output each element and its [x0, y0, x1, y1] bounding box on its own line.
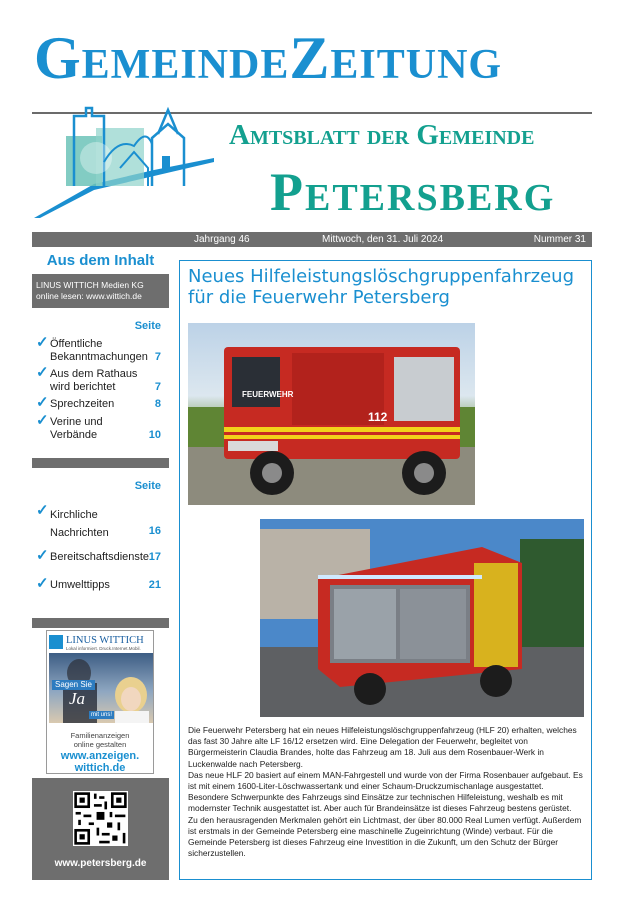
toc-item[interactable]	[36, 412, 165, 444]
article-headline	[188, 266, 584, 308]
town-name: Petersberg	[270, 162, 556, 222]
toc-item-page: 10	[148, 429, 161, 441]
check-icon: ✓	[36, 502, 49, 519]
ad-sagen-sie: Sagen Sie	[52, 680, 95, 690]
ad-logo	[49, 634, 153, 652]
toc-item[interactable]	[36, 575, 165, 593]
page-column-label: Seite	[134, 320, 161, 332]
check-icon: ✓	[36, 394, 49, 411]
check-icon: ✓	[36, 412, 49, 429]
section-divider	[32, 618, 169, 628]
ad-text-line2: online gestalten	[73, 740, 127, 749]
toc-item-page: 16	[148, 525, 161, 537]
truck-number: 112	[368, 410, 388, 424]
toc-title: Aus dem Inhalt	[46, 252, 155, 269]
toc-item-page: 17	[148, 551, 161, 563]
issue-date: Mittwoch, den 31. Juli 2024	[322, 234, 444, 245]
qr-code-icon[interactable]	[73, 791, 128, 846]
masthead-title: GemeindeZeitung	[34, 25, 503, 91]
website-link[interactable]: www.petersberg.de	[54, 858, 147, 869]
article-body	[188, 725, 586, 859]
headline-line1: Neues Hilfeleistungslöschgruppenfahrzeug	[188, 266, 574, 287]
toc-item-label: Umwelttipps	[50, 579, 110, 591]
section-divider	[32, 458, 169, 468]
publisher-box	[32, 274, 169, 308]
lead-article	[179, 260, 592, 880]
check-icon: ✓	[36, 364, 49, 381]
fire-truck-icon	[188, 323, 475, 505]
toc-item-page: 8	[154, 398, 161, 410]
ad-mit-uns: mit uns!	[91, 712, 113, 718]
article-paragraph: Die Feuerwehr Petersberg hat ein neues Hilfeleistungslöschgruppenfahrzeug (HLF 20) erhalten, welches das fast 30 Jahre alte LF 16/12 ersetzen wird. Eine Delegation der Feuerwehr, begleitet von Bürgermeisterin Claudia Brandes, holte das Fahrzeug am 18. Juli aus dem Rosenbauer-Werk in Luckenwalde nach Petersberg.	[188, 725, 577, 769]
toc-item-label: Öffentliche Bekanntmachungen	[50, 338, 148, 363]
toc-item[interactable]	[36, 334, 165, 366]
toc-item-label: Verine und Verbände	[50, 416, 103, 441]
toc-item-label: Bereitschaftsdienste	[50, 551, 150, 563]
masthead-subtitle: Amtsblatt der Gemeinde	[229, 119, 535, 151]
ad-tagline: Lokal informiert. Druck.Internet.Mobil.	[66, 646, 141, 651]
truck-label: FEUERWEHR	[242, 390, 294, 399]
ad-text-line1: Familienanzeigen	[70, 731, 130, 740]
website-block	[32, 778, 169, 880]
ad-url-line1[interactable]: www.anzeigen.	[60, 750, 140, 762]
ad-url-line2[interactable]: wittich.de	[74, 762, 126, 774]
toc-item[interactable]	[36, 502, 165, 542]
issue-number: Nummer 31	[533, 234, 586, 245]
publisher-name: LINUS WITTICH Medien KG	[36, 280, 144, 290]
ad-brand: LINUS WITTICH	[66, 635, 144, 646]
toc-item[interactable]	[36, 394, 165, 412]
check-icon: ✓	[36, 575, 49, 592]
ad-photo	[49, 653, 153, 723]
publisher-online: online lesen: www.wittich.de	[36, 291, 142, 301]
toc-item[interactable]	[36, 364, 165, 396]
fire-truck-photo-front	[188, 323, 475, 505]
fire-truck-equipment-icon	[260, 519, 584, 717]
toc-item-page: 21	[148, 579, 161, 591]
check-icon: ✓	[36, 547, 49, 564]
headline-line2: für die Feuerwehr Petersberg	[188, 287, 450, 308]
fire-truck-photo-rear	[260, 519, 584, 717]
volume-label: Jahrgang 46	[194, 234, 250, 245]
toc-item-page: 7	[154, 381, 161, 393]
page-column-label: Seite	[134, 480, 161, 492]
toc-item-label: Kirchliche Nachrichten	[50, 509, 109, 539]
check-icon: ✓	[36, 334, 49, 351]
article-paragraph: Das neue HLF 20 basiert auf einem MAN-Fahrgestell und wurde von der Firma Rosenbauer aufgebaut. Es ist mit einem 1600-Liter-Löschwassertank und einer Schaum-Druckzumischanlage ausgestattet. Besondere Schwerpunkte des Fahrzeugs sind Einsätze zur technischen Hilfeleistung, weshalb es mit modernster Technik ausgestattet ist. Aber auch für Brandeinsätze ist dieses Fahrzeug bestens gerüstet.	[188, 769, 583, 814]
ad-ja: Ja	[69, 689, 86, 708]
wittich-logo-icon	[49, 635, 63, 649]
article-paragraph: Zu den herausragenden Merkmalen gehört ein Lichtmast, der über 80.000 Real Lumen verfügt. Außerdem ist erstmals in der Gemeinde Petersberg eine maschinelle Zugeinrichtung (Winde) verbaut. Für die Gemeinde Petersberg ist dieses Fahrzeug eine Investition in die Zukunft, um den Schutz der Bürger sicherzustellen.	[188, 814, 582, 859]
castle-logo-icon	[34, 98, 214, 218]
sidebar-contents	[32, 248, 169, 880]
toc-item-label: Sprechzeiten	[50, 398, 115, 410]
issue-info-bar	[32, 232, 592, 247]
advertisement[interactable]	[46, 630, 154, 774]
toc-item-label: Aus dem Rathaus wird berichtet	[50, 368, 138, 393]
toc-item[interactable]	[36, 547, 165, 565]
toc-item-page: 7	[154, 351, 161, 363]
